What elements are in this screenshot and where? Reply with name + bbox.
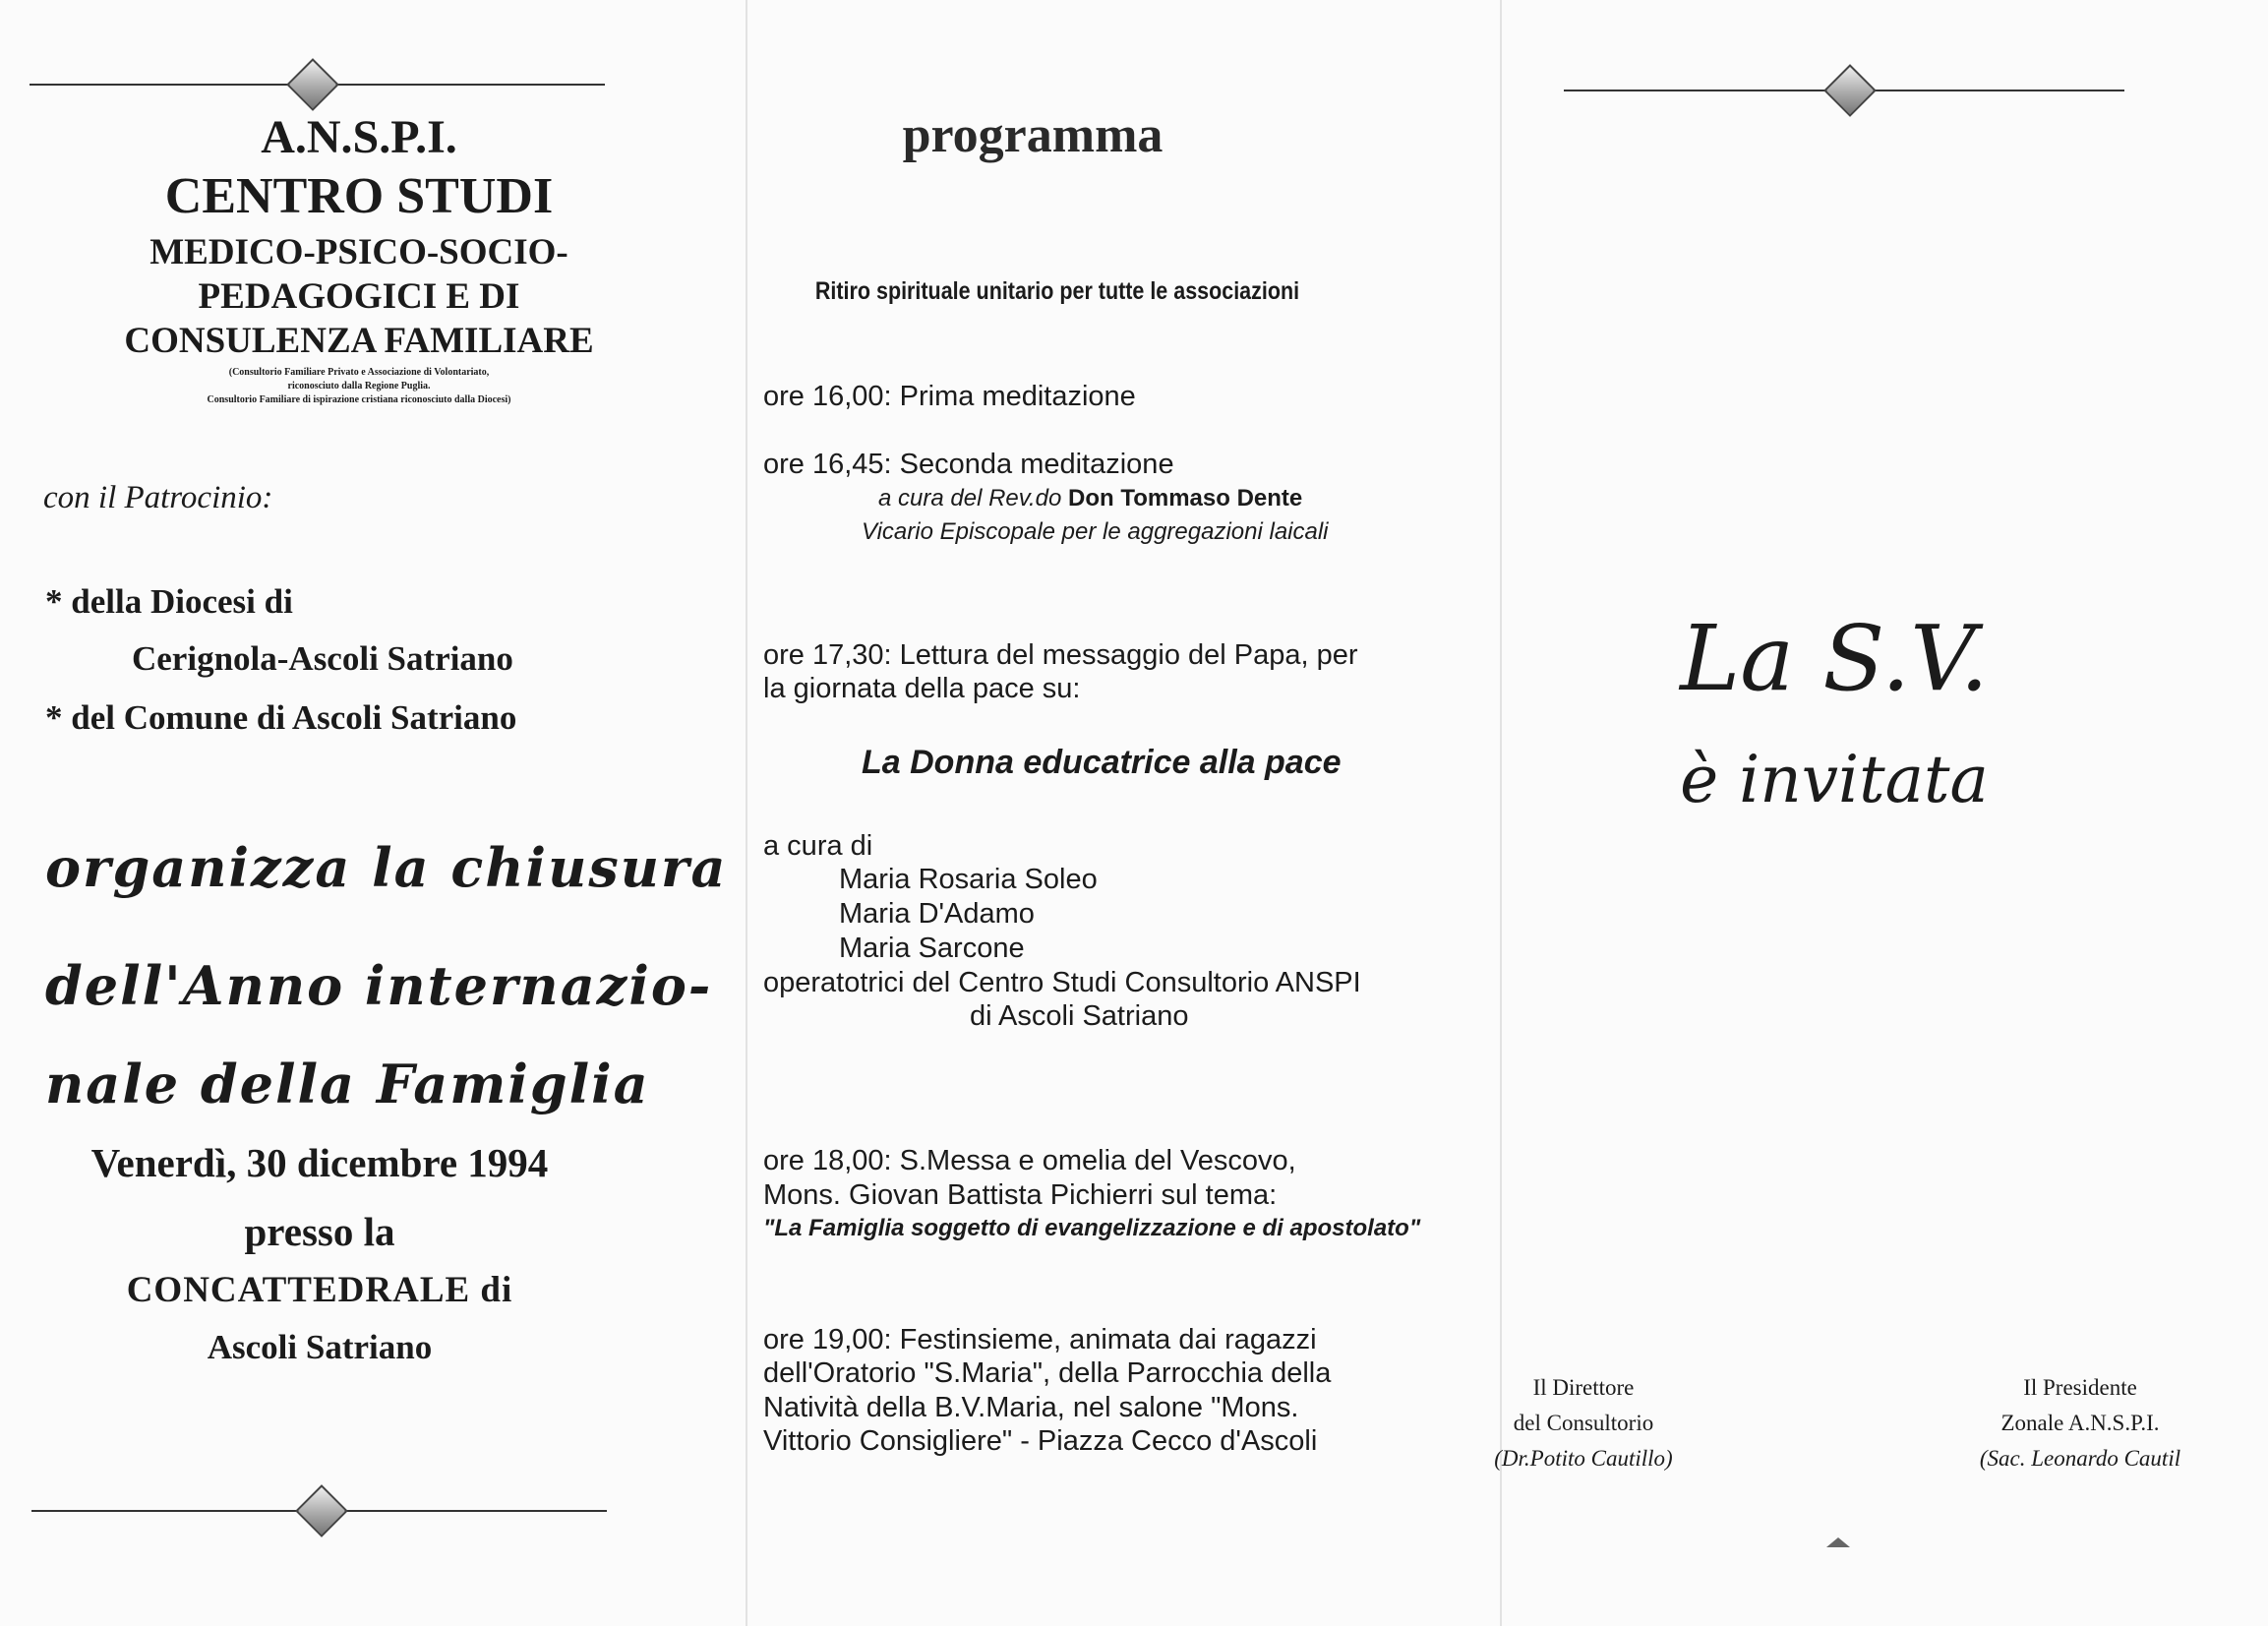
event-date: Venerdì, 30 dicembre 1994 <box>90 1140 549 1185</box>
president-role: Zonale A.N.S.P.I. <box>2000 1411 2160 1435</box>
invited-text: è invitata <box>1680 742 1989 817</box>
event-place: Ascoli Satriano <box>207 1328 433 1366</box>
handwritten-line-3: nale della Famiglia <box>45 1053 650 1115</box>
handwritten-line-2: dell'Anno internazio- <box>45 954 713 1017</box>
curators-role-2: di Ascoli Satriano <box>970 1000 1189 1032</box>
schedule-1645-cura: a cura del Rev.do Don Tommaso Dente <box>878 485 1303 512</box>
schedule-1645-role: Vicario Episcopale per le aggregazioni laicali <box>862 518 1329 545</box>
schedule-1800-line-2: Mons. Giovan Battista Pichierri sul tema: <box>763 1179 1278 1211</box>
president-name: (Sac. Leonardo Cautil <box>1979 1446 2181 1471</box>
cura-label: a cura di <box>763 830 873 862</box>
bottom-right-small-mark <box>1826 1537 1850 1547</box>
president-title: Il Presidente <box>2023 1375 2137 1400</box>
subtitle-line-3: CONSULENZA FAMILIARE <box>124 321 594 361</box>
left-panel <box>0 0 747 1626</box>
peace-theme: La Donna educatrice alla pace <box>862 744 1342 781</box>
curator-3: Maria Sarcone <box>839 933 1025 964</box>
director-role: del Consultorio <box>1513 1411 1654 1435</box>
program-title: programma <box>902 107 1164 163</box>
fine-print-3: Consultorio Familiare di ispirazione cristiana riconosciuto dalla Diocesi) <box>207 394 511 405</box>
schedule-1800-theme: "La Famiglia soggetto di evangelizzazione e di apostolato" <box>763 1215 1421 1241</box>
middle-panel <box>747 0 1500 1626</box>
program-subtitle: Ritiro spirituale unitario per tutte le associazioni <box>814 277 1300 305</box>
top-right-diamond-ornament <box>1823 64 1877 117</box>
schedule-1645: ore 16,45: Seconda meditazione <box>763 449 1174 480</box>
fine-print-2: riconosciuto dalla Regione Puglia. <box>287 381 431 391</box>
curator-2: Maria D'Adamo <box>839 898 1035 930</box>
handwritten-line-1: organizza la chiusura <box>45 836 728 899</box>
bottom-left-diamond-ornament <box>295 1484 348 1537</box>
patron-diocese-name: Cerignola-Ascoli Satriano <box>132 639 513 678</box>
right-panel <box>1494 0 2268 1626</box>
schedule-1600: ore 16,00: Prima meditazione <box>763 381 1136 412</box>
curator-1: Maria Rosaria Soleo <box>839 864 1098 895</box>
concattedrale: CONCATTEDRALE di <box>126 1270 513 1310</box>
schedule-1900-line-1: ore 19,00: Festinsieme, animata dai ragazzi <box>763 1324 1317 1355</box>
subtitle-line-1: MEDICO-PSICO-SOCIO- <box>149 232 568 272</box>
org-name: A.N.S.P.I. <box>261 111 457 163</box>
director-title: Il Direttore <box>1532 1375 1635 1400</box>
patron-comune: * del Comune di Ascoli Satriano <box>45 698 517 737</box>
schedule-1900-line-2: dell'Oratorio "S.Maria", della Parrocchia della <box>763 1357 1332 1389</box>
schedule-1800-line-1: ore 18,00: S.Messa e omelia del Vescovo, <box>763 1145 1296 1176</box>
presso-la: presso la <box>244 1209 395 1254</box>
greeting: La S.V. <box>1680 606 1989 711</box>
subtitle-line-2: PEDAGOGICI E DI <box>198 276 520 317</box>
patron-diocese: * della Diocesi di <box>45 582 293 621</box>
fine-print-1: (Consultorio Familiare Privato e Associazione di Volontariato, <box>228 367 490 378</box>
curators-role-1: operatotrici del Centro Studi Consultorio ANSPI <box>763 967 1361 998</box>
top-left-diamond-ornament <box>286 58 339 111</box>
patrocinio-label: con il Patrocinio: <box>43 480 273 515</box>
schedule-1900-line-3: Natività della B.V.Maria, nel salone "Mons. <box>763 1392 1299 1423</box>
schedule-1900-line-4: Vittorio Consigliere" - Piazza Cecco d'Ascoli <box>763 1425 1318 1457</box>
schedule-1730-line-1: ore 17,30: Lettura del messaggio del Papa, per <box>763 639 1358 671</box>
centro-studi: CENTRO STUDI <box>164 168 554 224</box>
schedule-1730-line-2: la giornata della pace su: <box>763 673 1081 704</box>
director-name: (Dr.Potito Cautillo) <box>1494 1446 1673 1471</box>
